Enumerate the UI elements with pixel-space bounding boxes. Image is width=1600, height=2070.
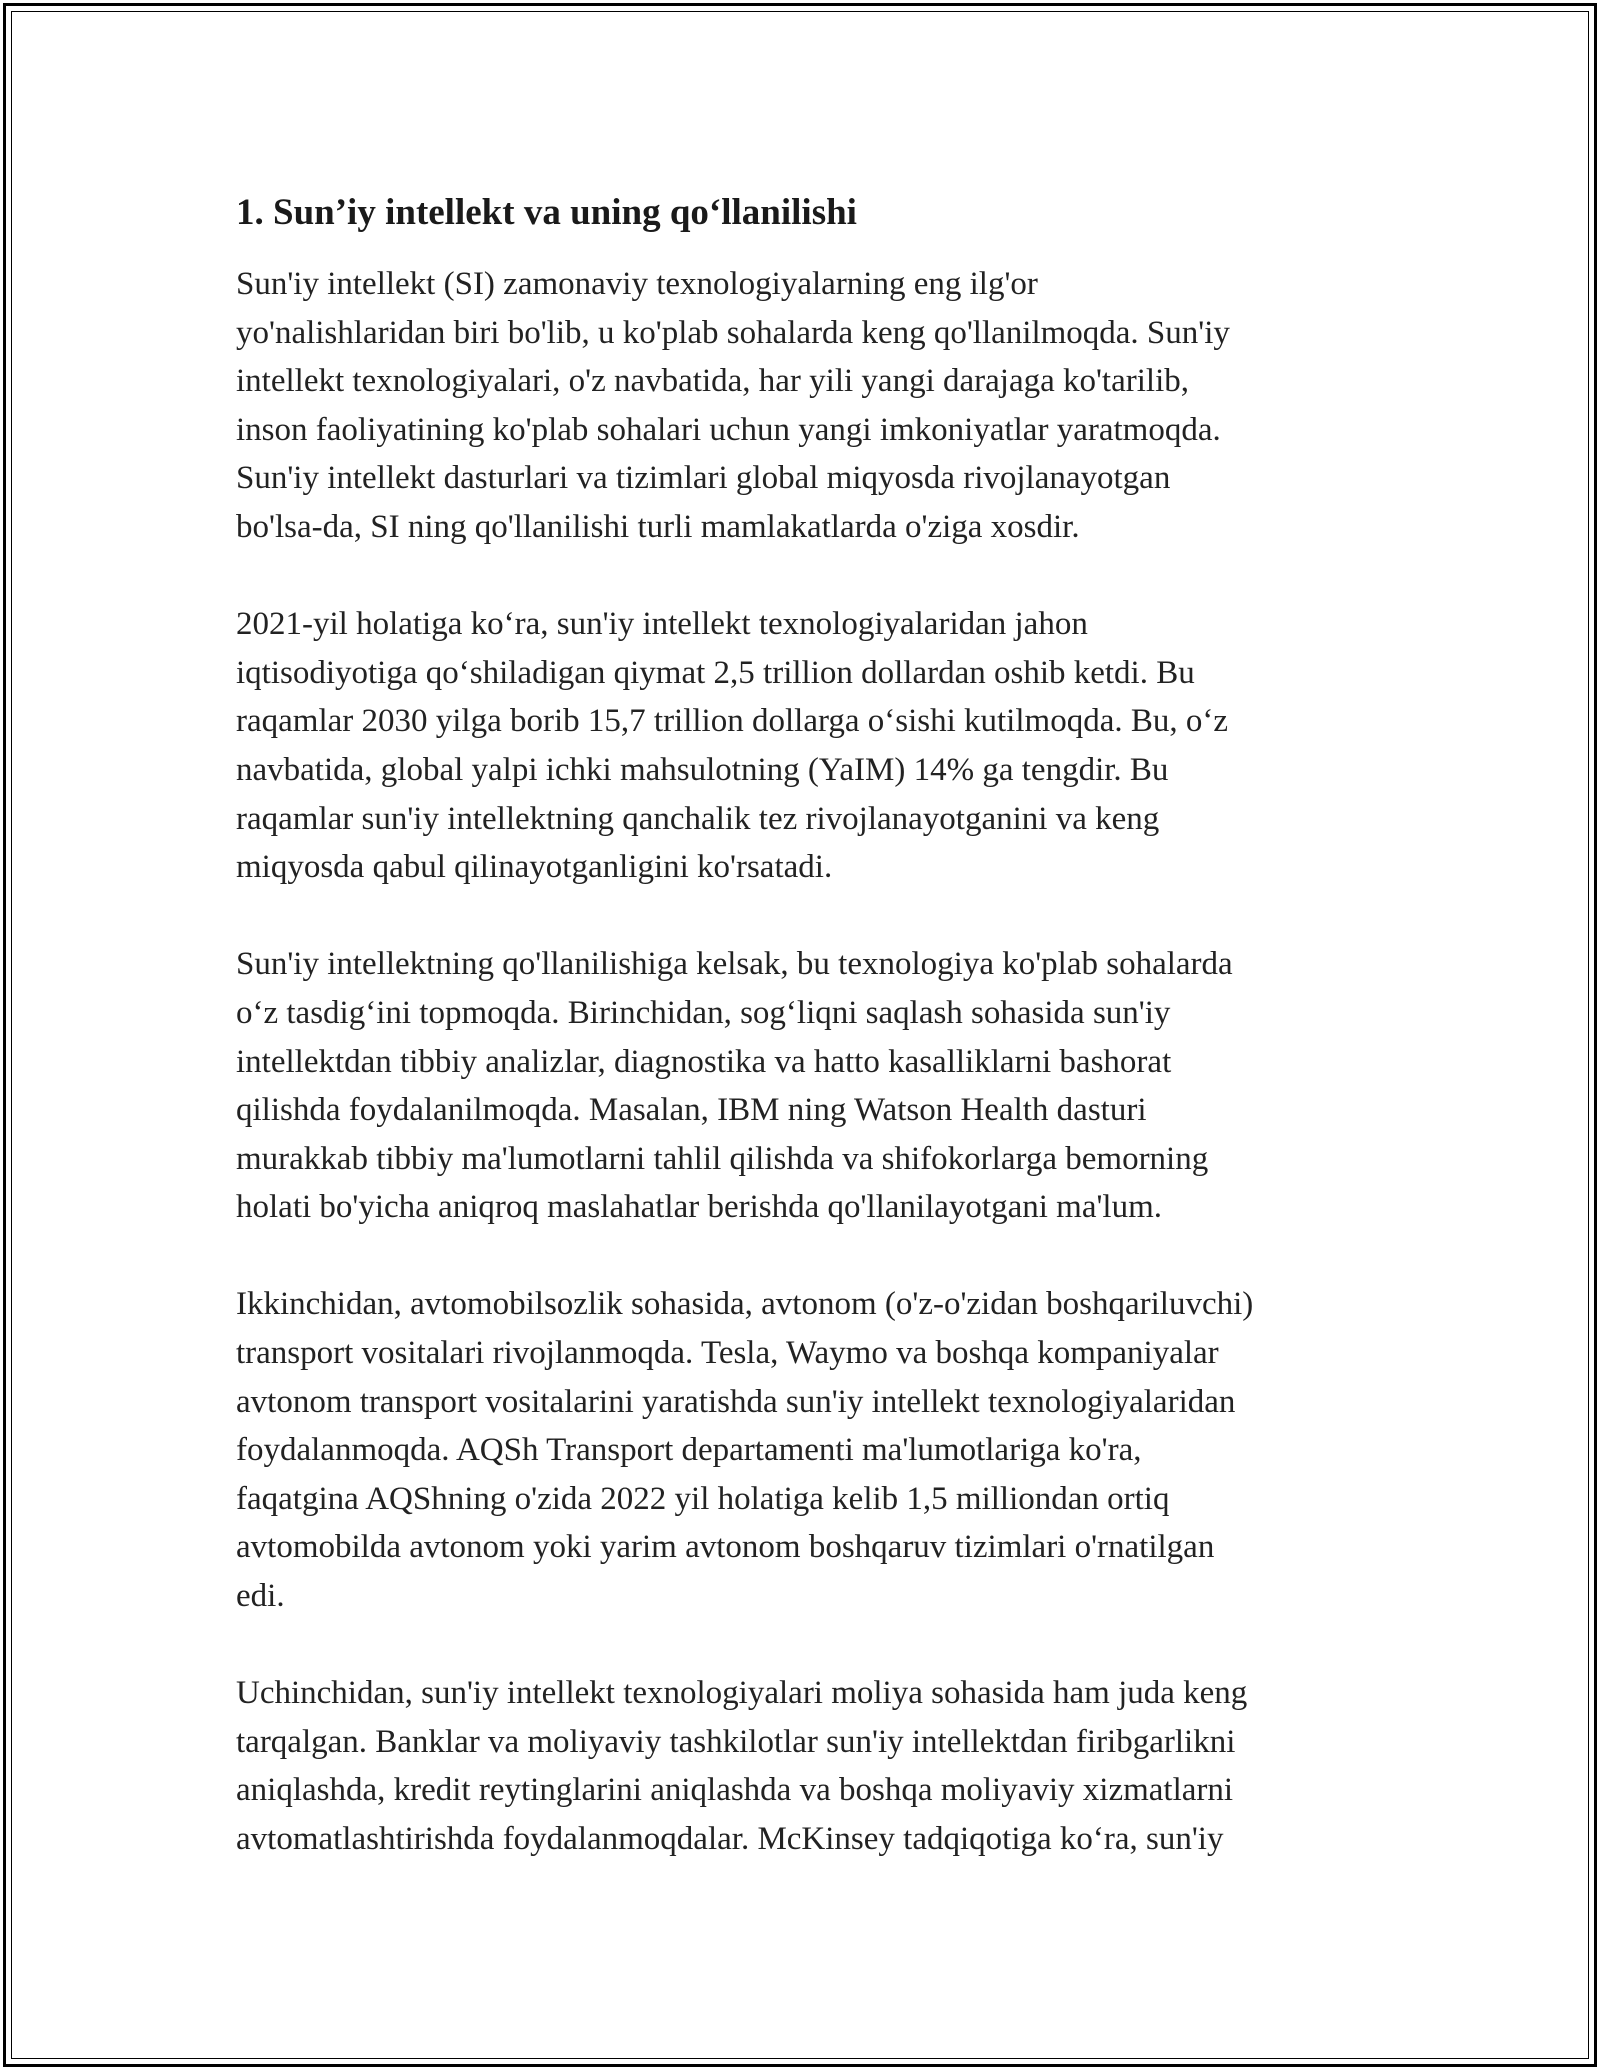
text-line: Uchinchidan, sun'iy intellekt texnologiyalari moliya sohasida ham juda keng [236, 1675, 1248, 1712]
text-line: transport vositalari rivojlanmoqda. Tesla, Waymo va boshqa kompaniyalar [236, 1335, 1219, 1372]
text-line: raqamlar 2030 yilga borib 15,7 trillion dollarga o‘sishi kutilmoqda. Bu, o‘z [236, 703, 1228, 740]
text-line: faqatgina AQShning o'zida 2022 yil holatiga kelib 1,5 milliondan ortiq [236, 1480, 1170, 1517]
text-line: inson faoliyatining ko'plab sohalari uchun yangi imkoniyatlar yaratmoqda. [236, 411, 1221, 448]
text-line: edi. [236, 1578, 285, 1615]
text-line: bo'lsa-da, SI ning qo'llanilishi turli mamlakatlarda o'ziga xosdir. [236, 508, 1080, 545]
text-line: miqyosda qabul qilinayotganligini ko'rsatadi. [236, 849, 833, 886]
text-line: avtomobilda avtonom yoki yarim avtonom boshqaruv tizimlari o'rnatilgan [236, 1529, 1215, 1566]
text-line: aniqlashda, kredit reytinglarini aniqlashda va boshqa moliyaviy xizmatlarni [236, 1772, 1234, 1809]
text-line: iqtisodiyotiga qo‘shiladigan qiymat 2,5 trillion dollardan oshib ketdi. Bu [236, 654, 1195, 691]
text-line: Sun'iy intellektning qo'llanilishiga kelsak, bu texnologiya ko'plab sohalarda [236, 946, 1233, 983]
text-line: holati bo'yicha aniqroq maslahatlar berishda qo'llanilayotgani ma'lum. [236, 1189, 1162, 1226]
paragraph-4 [236, 1280, 1376, 1620]
text-line: intellekt texnologiyalari, o'z navbatida, har yili yangi darajaga ko'tarilib, [236, 363, 1189, 400]
paragraph-5 [236, 1669, 1376, 1863]
text-line: murakkab tibbiy ma'lumotlarni tahlil qilishda va shifokorlarga bemorning [236, 1140, 1209, 1177]
text-line: avtonom transport vositalarini yaratishda sun'iy intellekt texnologiyalaridan [236, 1383, 1236, 1420]
paragraph-2 [236, 600, 1376, 892]
paragraph-1 [236, 260, 1376, 552]
text-line: qilishda foydalanilmoqda. Masalan, IBM ning Watson Health dasturi [236, 1092, 1147, 1129]
text-line: yo'nalishlaridan biri bo'lib, u ko'plab sohalarda keng qo'llanilmoqda. Sun'iy [236, 314, 1230, 351]
section-heading: 1. Sun’iy intellekt va uning qo‘llanilishi [236, 192, 857, 233]
text-line: Ikkinchidan, avtomobilsozlik sohasida, avtonom (o'z-o'zidan boshqariluvchi) [236, 1286, 1254, 1323]
text-line: 2021-yil holatiga ko‘ra, sun'iy intellekt texnologiyalaridan jahon [236, 606, 1088, 643]
text-line: navbatida, global yalpi ichki mahsulotning (YaIM) 14% ga tengdir. Bu [236, 751, 1169, 788]
text-line: raqamlar sun'iy intellektning qanchalik tez rivojlanayotganini va keng [236, 800, 1160, 837]
text-line: tarqalgan. Banklar va moliyaviy tashkilotlar sun'iy intellektdan firibgarlikni [236, 1723, 1236, 1760]
document-body [236, 190, 1376, 1912]
text-line: avtomatlashtirishda foydalanmoqdalar. McKinsey tadqiqotiga ko‘ra, sun'iy [236, 1821, 1224, 1857]
text-line: Sun'iy intellekt (SI) zamonaviy texnologiyalarning eng ilg'or [236, 266, 1038, 302]
text-line: Sun'iy intellekt dasturlari va tizimlari global miqyosda rivojlanayotgan [236, 460, 1171, 497]
text-line: o‘z tasdig‘ini topmoqda. Birinchidan, sog‘liqni saqlash sohasida sun'iy [236, 994, 1171, 1031]
text-line: foydalanmoqda. AQSh Transport departamenti ma'lumotlariga ko'ra, [236, 1432, 1142, 1469]
paragraph-3 [236, 940, 1376, 1232]
text-line: intellektdan tibbiy analizlar, diagnostika va hatto kasalliklarni bashorat [236, 1043, 1172, 1080]
